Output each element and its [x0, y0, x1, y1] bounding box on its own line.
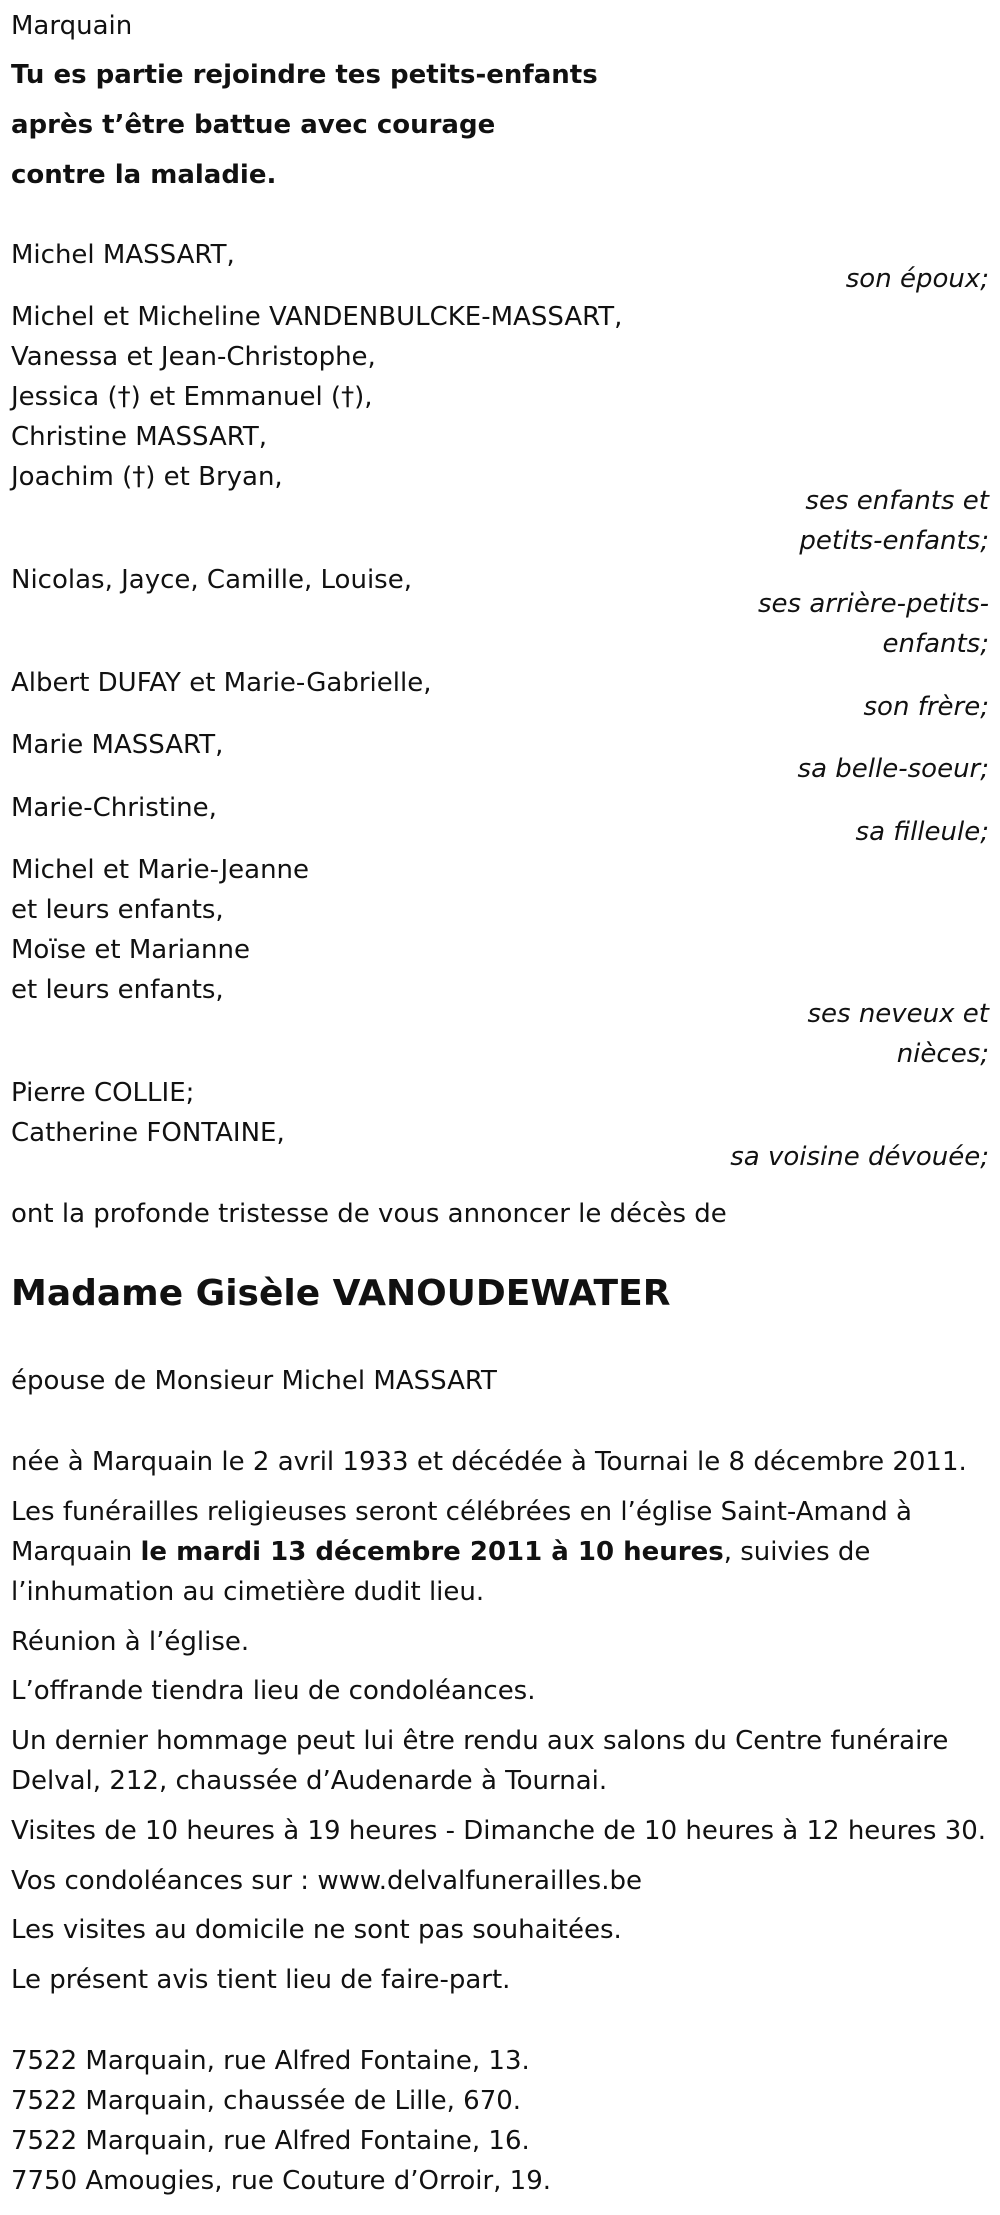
address-line: 7522 Marquain, rue Alfred Fontaine, 13. [11, 2046, 530, 2076]
deceased-name: Madame Gisèle VANOUDEWATER [11, 1273, 671, 1314]
verse-line-1: Tu es partie rejoindre tes petits-enfants [11, 60, 598, 90]
funeral-date: le mardi 13 décembre 2011 à 10 heures [140, 1537, 724, 1567]
family-name: Marie-Christine, [11, 793, 217, 823]
family-name: Joachim (†) et Bryan, [11, 462, 283, 492]
family-name: Marie MASSART, [11, 730, 224, 760]
address-line: 7522 Marquain, chaussée de Lille, 670. [11, 2086, 522, 2116]
funeral-line-3: l’inhumation au cimetière dudit lieu. [11, 1577, 485, 1607]
tribute-line-1: Un dernier hommage peut lui être rendu aux salons du Centre funéraire [11, 1726, 949, 1756]
family-relation: sa belle-soeur; [797, 754, 989, 784]
family-relation: son frère; [863, 692, 989, 722]
family-relation: son époux; [845, 264, 989, 294]
family-name: Jessica (†) et Emmanuel (†), [11, 382, 373, 412]
family-relation: nièces; [896, 1039, 989, 1069]
home-visits-line: Les visites au domicile ne sont pas souhaitées. [11, 1915, 622, 1945]
visits-line: Visites de 10 heures à 19 heures - Dimanche de 10 heures à 12 heures 30. [11, 1816, 987, 1846]
family-name: Catherine FONTAINE, [11, 1118, 285, 1148]
address-line: 7750 Amougies, rue Couture d’Orroir, 19. [11, 2166, 552, 2196]
announcement-text: ont la profonde tristesse de vous annoncer le décès de [11, 1199, 727, 1229]
funeral-place: Marquain [11, 1537, 141, 1567]
offering-line: L’offrande tiendra lieu de condoléances. [11, 1676, 536, 1706]
funeral-line-2 [11, 1539, 870, 1565]
family-relation: sa filleule; [855, 817, 989, 847]
family-relation: petits-enfants; [799, 526, 989, 556]
family-name: Nicolas, Jayce, Camille, Louise, [11, 565, 412, 595]
family-relation: ses neveux et [807, 999, 989, 1029]
family-relation: enfants; [882, 629, 989, 659]
family-relation: ses arrière-petits- [758, 589, 989, 619]
condolences-line: Vos condoléances sur : www.delvalfunerailles.be [11, 1866, 642, 1896]
birth-death-line: née à Marquain le 2 avril 1933 et décédée à Tournai le 8 décembre 2011. [11, 1447, 967, 1477]
family-name: Moïse et Marianne [11, 935, 250, 965]
family-name: Michel et Marie-Jeanne [11, 855, 310, 885]
family-name: Vanessa et Jean-Christophe, [11, 342, 376, 372]
reunion-line: Réunion à l’église. [11, 1627, 250, 1657]
family-name: et leurs enfants, [11, 895, 224, 925]
family-relation: sa voisine dévouée; [730, 1142, 989, 1172]
family-name: Christine MASSART, [11, 422, 268, 452]
family-name: Albert DUFAY et Marie-Gabrielle, [11, 668, 432, 698]
place-name: Marquain [11, 11, 133, 41]
funeral-continuation: , suivies de [723, 1537, 871, 1567]
family-name: Pierre COLLIE; [11, 1078, 195, 1108]
verse-line-3: contre la maladie. [11, 160, 277, 190]
address-line: 7522 Marquain, rue Alfred Fontaine, 16. [11, 2126, 530, 2156]
spouse-line: épouse de Monsieur Michel MASSART [11, 1366, 497, 1396]
funeral-line-1: Les funérailles religieuses seront célébrées en l’église Saint-Amand à [11, 1497, 912, 1527]
notice-line: Le présent avis tient lieu de faire-part. [11, 1965, 511, 1995]
family-relation: ses enfants et [805, 486, 989, 516]
tribute-line-2: Delval, 212, chaussée d’Audenarde à Tournai. [11, 1766, 608, 1796]
verse-line-2: après t’être battue avec courage [11, 110, 496, 140]
family-name: et leurs enfants, [11, 975, 224, 1005]
family-name: Michel et Micheline VANDENBULCKE-MASSART, [11, 302, 623, 332]
family-name: Michel MASSART, [11, 240, 235, 270]
